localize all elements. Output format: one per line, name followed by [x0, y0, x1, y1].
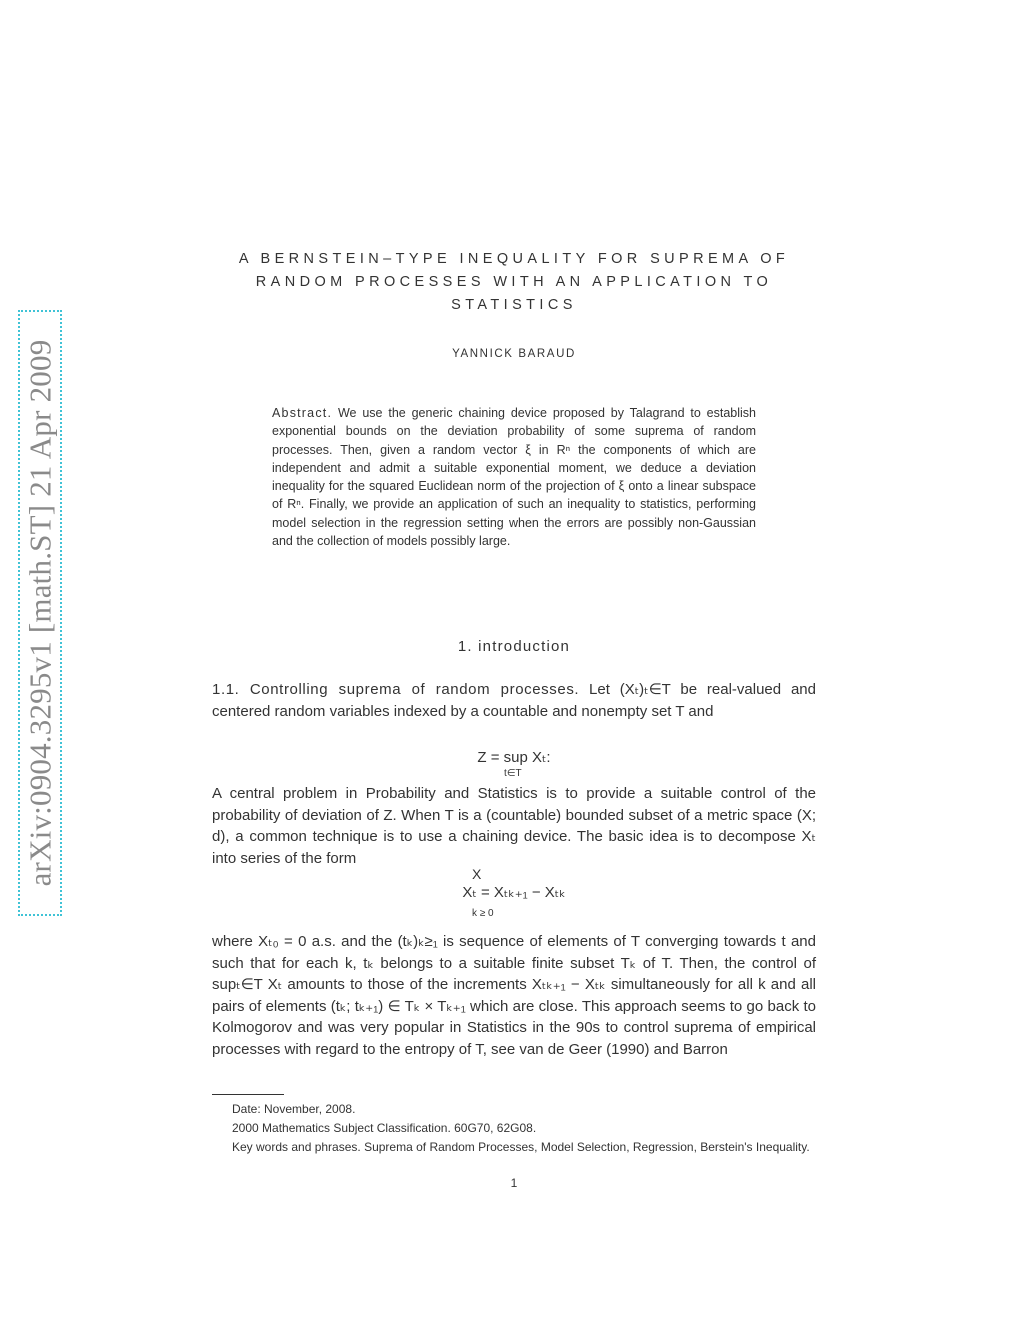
equation-z-sup: Z = sup Xₜ: — [477, 749, 551, 766]
title-line-2: RANDOM PROCESSES WITH AN APPLICATION TO — [255, 274, 773, 290]
footnote-divider — [212, 1094, 284, 1095]
subsection-paragraph — [212, 679, 816, 722]
title-line-1: A BERNSTEIN–TYPE INEQUALITY FOR SUPREMA OF — [238, 251, 790, 267]
sum-symbol: X — [472, 866, 482, 882]
subsection-title: 1.1. Controlling suprema of random processes. — [212, 681, 580, 698]
footnote-keywords: Key words and phrases. Suprema of Random Processes, Model Selection, Regression, Berstein's Inequality. — [232, 1140, 810, 1154]
abstract-label: Abstract. — [272, 406, 333, 420]
paragraph-chaining: A central problem in Probability and Statistics is to provide a suitable control of the probability of deviation of Z. When T is a (countable) bounded subset of a metric space (X; d), a common technique is to use a chaining device. The basic idea is to decompose Xₜ into series of the form — [212, 785, 816, 867]
paragraph-increments: where Xₜ₀ = 0 a.s. and the (tₖ)ₖ≥₁ is sequence of elements of T converging towards t and such that for each k, tₖ belongs to a suitable finite subset Tₖ of T. Then, the control of supₜ∈T Xₜ amounts to those of the increments Xₜₖ₊₁ − Xₜₖ simultaneously for all k and all pairs of elements (tₖ; tₖ₊₁) ∈ Tₖ × Tₖ₊₁ which are close. This approach seems to go back to Kolmogorov and was very popular in Statistics in the 90s to control suprema of empirical processes with regard to the entropy of T, see van de Geer (1990) and Barron — [212, 933, 816, 1058]
title-line-3: STATISTICS — [451, 297, 577, 313]
sum-subscript: k ≥ 0 — [472, 908, 494, 919]
author-name: YANNICK BARAUD — [452, 348, 576, 360]
section-heading: 1. introduction — [457, 638, 571, 655]
subsection-intro: Let (Xₜ)ₜ∈T be real-valued and centered random variables indexed by a countable and nonempty set T and — [212, 681, 816, 720]
abstract-text: We use the generic chaining device proposed by Talagrand to establish exponential bounds on the deviation probability of some suprema of random processes. Then, given a random vector ξ in Rⁿ the components of which are independent and admit a suitable exponential moment, we deduce a deviation inequality for the squared Euclidean norm of the projection of ξ onto a linear subspace of Rⁿ. Finally, we provide an application of such an inequality to statistics, performing model selection in the regression setting when the errors are possibly non-Gaussian and the collection of models possibly large. — [272, 406, 756, 549]
footnotes — [212, 1100, 816, 1157]
footnote-date: Date: November, 2008. — [232, 1102, 356, 1116]
arxiv-stamp-frame — [18, 310, 62, 916]
footnote-classification: 2000 Mathematics Subject Classification. 60G70, 62G08. — [232, 1121, 537, 1135]
page-number: 1 — [510, 1176, 518, 1190]
arxiv-stamp: arXiv:0904.3295v1 [math.ST] 21 Apr 2009 — [22, 339, 57, 887]
paper-title — [212, 248, 816, 317]
abstract — [272, 404, 756, 550]
equation-decomposition: Xₜ = Xₜₖ₊₁ − Xₜₖ — [462, 884, 566, 901]
equation-z-sub: t∈T — [504, 768, 522, 779]
